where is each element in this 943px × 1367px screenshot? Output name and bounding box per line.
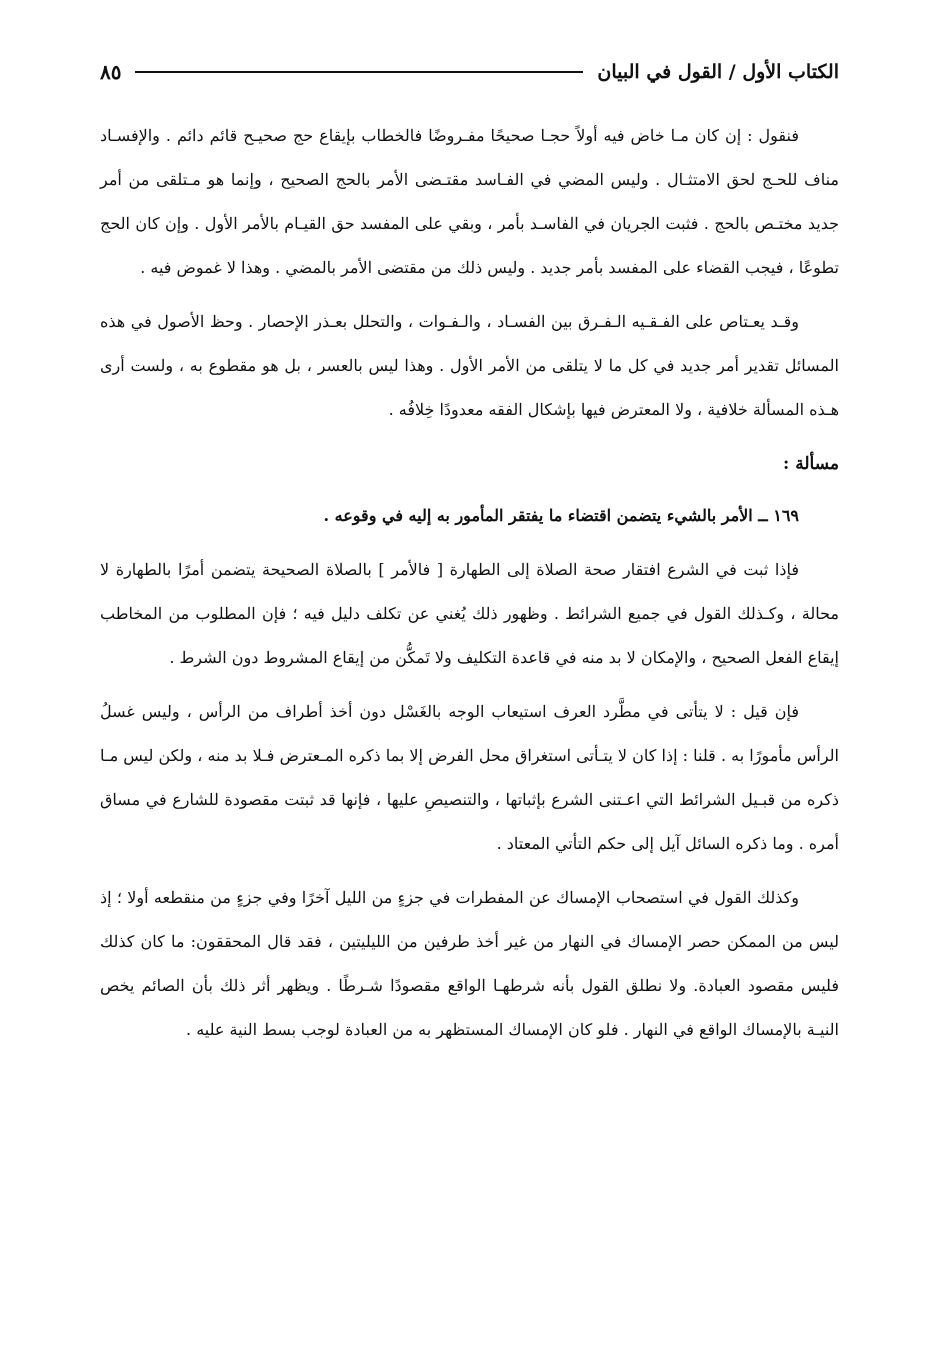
paragraph-4: فإن قيل : لا يتأتى في مطَّرد العرف استيعاب الوجه بالغَسْل دون أخذ أطراف من الرأس ، وليس غسلُ الرأس مأمورًا به . قلنا : إذا كان لا يتـأتى استغراق محل الفرض إلا بما ذكره المـعترض فـلا بد منه ، ولكن ليس مـا ذكره من قبـيل الشرائط التي اعـتنى الشرع بإثباتها ، والتنصيصِ عليها ، فإنها قد ثبتت مقصودة للشارع في مساق أمره . وما ذكره السائل آيل إلى حكم التأتي المعتاد . — [100, 702, 839, 853]
paragraph-2: وقـد يعـتاص على الفـقـيه الـفـرق بين الفسـاد ، والـفـوات ، والتحلل بعـذر الإحصار . وحظ الأصول في هذه المسائل تقدير أمر جديد في كل ما لا يتلقى من الأمر الأول . وهذا ليس بالعسر ، بل هو مقطوع به ، ولست أرى هـذه المسألة خلافية ، ولا المعترض فيها بإشكال الفقه معدودًا خِلافُه . — [100, 312, 839, 419]
paragraph-1: فنقول : إن كان مـا خاض فيه أولاً حجـا صحيحًا مفـروضًا فالخطاب بإيقاع حج صحيـح قائم دائم . والإفسـاد مناف للحـج لحق الامتثـال . وليس المضي في الفـاسد مقتـضى الأمر بالحج الصحيح ، وإنما هو مـتلقى من أمر جديد مختـص بالحج . فثبت الجريان في الفاسـد بأمر ، وبقي على المفسد حق القيـام بالأمر الأول . وإن كان الحج تطوعًا ، فيجب القضاء على المفسد بأمر جديد . وليس ذلك من مقتضى الأمر بالمضي . وهذا لا غموض فيه . — [100, 126, 839, 277]
page-number: ٨٥ — [100, 60, 122, 84]
header-rule — [135, 71, 583, 73]
page-header — [100, 52, 839, 92]
page-body — [100, 114, 839, 1052]
paragraph-5: وكذلك القول في استصحاب الإمساك عن المفطرات في جزءٍ من الليل آخرًا وفي جزءٍ من منقطعه أولا ؛ إذ ليس من الممكن حصر الإمساك في النهار من غير أخذ طرفين من الليليتين ، فقد قال المحققون: ما كان كذلك فليس مقصود العبادة. ولا نطلق القول بأنه شرطهـا الواقع مقصودًا شـرطًا . ويظهر أثر ذلك بأن الصائم يخص النيـة بالإمساك الواقع في النهار . فلو كان الإمساك المستظهر به من العبادة لوجب بسط النية عليه . — [100, 888, 840, 1039]
section-heading: مسألة : — [783, 454, 839, 474]
running-title: الكتاب الأول / القول في البيان — [597, 61, 839, 83]
paragraph-3: فإذا ثبت في الشرع افتقار صحة الصلاة إلى الطهارة [ فالأمر ] بالصلاة الصحيحة يتضمن أمرًا بالطهارة لا محالة ، وكـذلك القول في جميع الشرائط . وظهور ذلك يُغني عن تكلف دليل فيه ؛ فإن المطلوب من المخاطب إيقاع الفعل الصحيح ، والإمكان لا بد منه في قاعدة التكليف ولا تَمكُّن من إيقاع المشروط دون الشرط . — [100, 560, 839, 667]
rule-statement: ١٦٩ ــ الأمر بالشيء يتضمن اقتضاء ما يفتقر المأمور به إليه في وقوعه . — [323, 506, 799, 525]
